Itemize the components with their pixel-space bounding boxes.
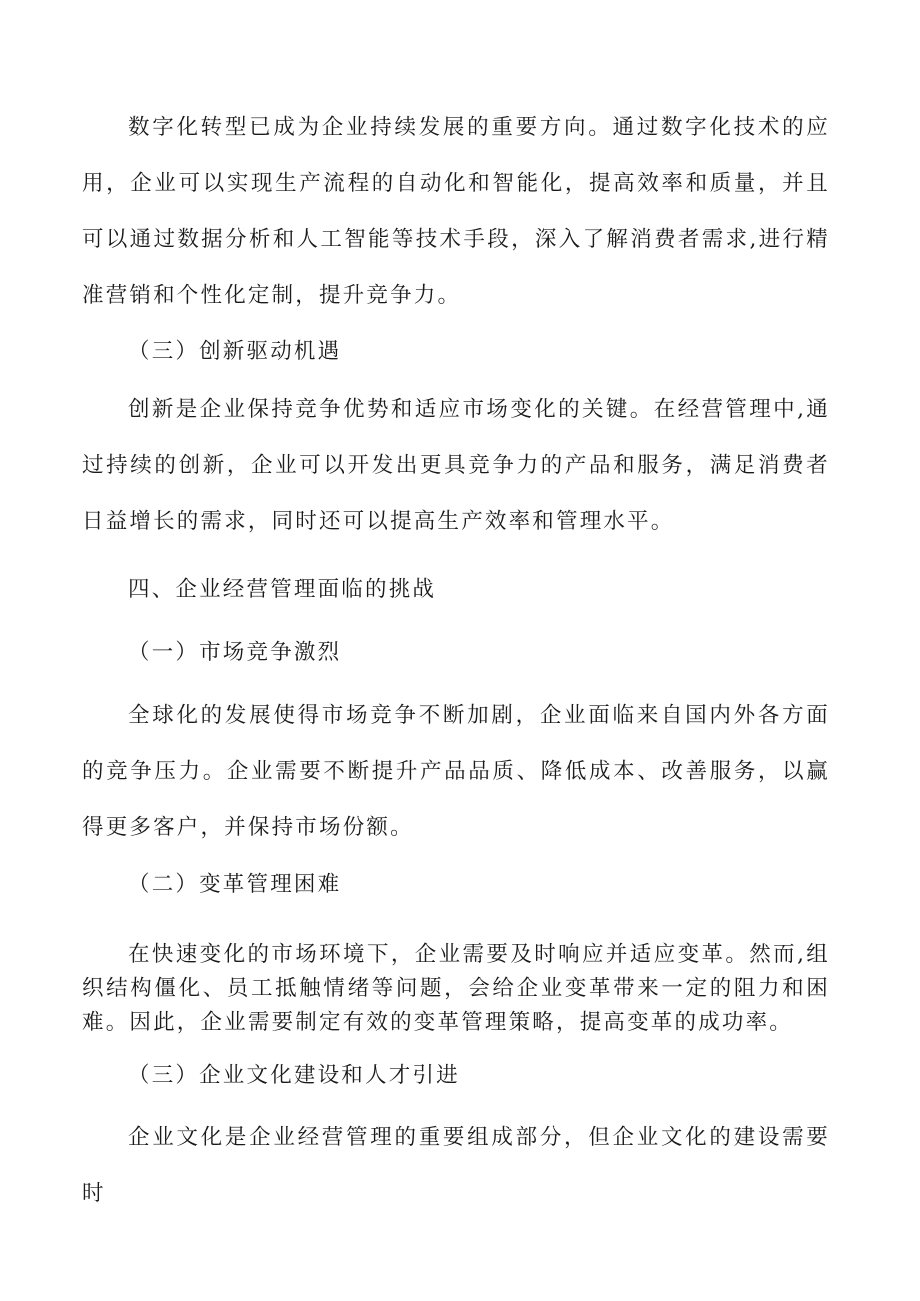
heading-change-management: （二）变革管理困难 bbox=[128, 872, 342, 897]
paragraph-digital-transformation: 数字化转型已成为企业持续发展的重要方向。通过数字化技术的应用，企业可以实现生产流程的自动化和智能化，提高效率和质量，并且可以通过数据分析和人工智能等技术手段，深入了解消费者需求,进行精准营销和个性化定制，提升竞争力。 bbox=[82, 115, 830, 308]
paragraph-innovation: 创新是企业保持竞争优势和适应市场变化的关键。在经营管理中,通过持续的创新，企业可以开发出更具竞争力的产品和服务，满足消费者日益增长的需求，同时还可以提高生产效率和管理水平。 bbox=[82, 397, 830, 534]
heading-section-challenges: 四、企业经营管理面临的挑战 bbox=[128, 577, 437, 602]
paragraph-change-management: 在快速变化的市场环境下，企业需要及时响应并适应变革。然而,组织结构僵化、员工抵触情绪等问题，会给企业变革带来一定的阻力和困难。因此，企业需要制定有效的变革管理策略，提高变革的成功率。 bbox=[82, 942, 830, 1035]
paragraph-market-competition: 全球化的发展使得市场竞争不断加剧，企业面临来自国内外各方面的竞争压力。企业需要不断提升产品品质、降低成本、改善服务，以赢得更多客户，并保持市场份额。 bbox=[82, 703, 830, 840]
heading-innovation-opportunity: （三）创新驱动机遇 bbox=[128, 339, 342, 364]
heading-culture-talent: （三）企业文化建设和人才引进 bbox=[128, 1063, 460, 1088]
paragraph-corporate-culture: 企业文化是企业经营管理的重要组成部分，但企业文化的建设需要时 bbox=[82, 1125, 830, 1206]
heading-market-competition: （一）市场竞争激烈 bbox=[128, 640, 342, 665]
